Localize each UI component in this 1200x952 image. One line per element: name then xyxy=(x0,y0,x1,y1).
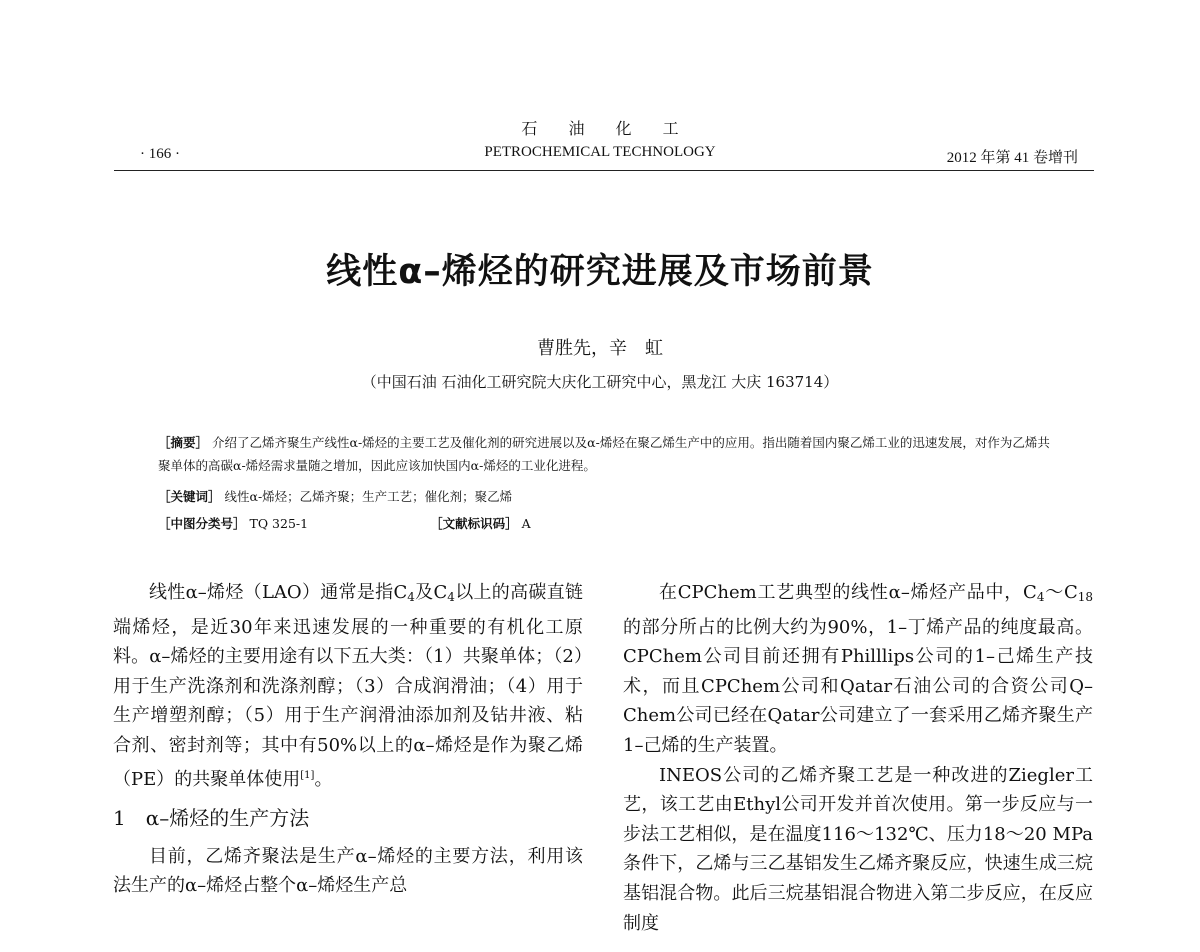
body-column-right xyxy=(623,578,1093,938)
citation: [1] xyxy=(300,769,315,781)
clc-value: TQ 325-1 xyxy=(249,516,309,531)
affiliation: （中国石油 石油化工研究院大庆化工研究中心，黑龙江 大庆 163714） xyxy=(361,373,839,391)
journal-name-chinese: 石 油 化 工 xyxy=(521,119,679,138)
page-number: · 166 · xyxy=(140,146,180,162)
doc-code-label: ［文献标识码］ xyxy=(430,516,518,531)
issue-info: 2012 年第 41 卷增刊 xyxy=(946,150,1078,166)
abstract xyxy=(158,431,1058,477)
paragraph: 目前，乙烯齐聚法是生产α–烯烃的主要方法，利用该法生产的α–烯烃占整个α–烯烃生产总 xyxy=(113,845,583,897)
paper-title: 线性α–烯烃的研究进展及市场前景 xyxy=(326,252,874,292)
keywords xyxy=(158,485,1058,508)
keywords-text: 线性α-烯烃；乙烯齐聚；生产工艺；催化剂；聚乙烯 xyxy=(224,489,513,504)
keywords-label: ［关键词］ xyxy=(158,489,221,504)
clc-label: ［中图分类号］ xyxy=(158,516,246,531)
abstract-label: ［摘要］ xyxy=(158,435,209,450)
journal-name-english: PETROCHEMICAL TECHNOLOGY xyxy=(484,144,716,160)
paragraph: 线性α–烯烃（LAO）通常是指$C_4$及$C_4$以上的高碳直链端烯烃，是近30年来迅速发展的一种重要的有机化工原料。α–烯烃的主要用途有以下五大类：（1）共聚单体；（2）用于生产洗涤剂和洗涤剂醇；（3）合成润滑油；（4）用于生产增塑剂醇；（5）用于生产润滑油添加剂及钻井液、粘合剂、密封剂等；其中有50%以上的α–烯烃是作为聚乙烯（PE）的共聚单体使用[1]。 xyxy=(113,582,583,790)
classification xyxy=(158,512,1058,535)
body-column-left xyxy=(113,578,583,901)
paragraph: 在CPChem工艺典型的线性α–烯烃产品中，$C_4\sim C_{18}$的部分所占的比例大约为90%，1–丁烯产品的纯度最高。CPChem公司目前还拥有Philllips公司的1–己烯生产技术，而且CPChem公司和Qatar石油公司的合资公司Q–Chem公司已经在Qatar公司建立了一套采用乙烯齐聚生产1–己烯的生产装置。 xyxy=(623,582,1093,756)
abstract-text: 介绍了乙烯齐聚生产线性α-烯烃的主要工艺及催化剂的研究进展以及α-烯烃在聚乙烯生产中的应用。指出随着国内聚乙烯工业的迅速发展，对作为乙烯共聚单体的高碳α-烯烃需求量随之增加，因此应该加快国内α-烯烃的工业化进程。 xyxy=(158,435,1050,473)
author-list: 曹胜先，辛 虹 xyxy=(537,338,663,359)
paragraph: INEOS公司的乙烯齐聚工艺是一种改进的Ziegler工艺，该工艺由Ethyl公司开发并首次使用。第一步反应与一步法工艺相似，是在温度116～132℃、压力18～20 MPa条件下，乙烯与三乙基铝发生乙烯齐聚反应，快速生成三烷基铝混合物。此后三烷基铝混合物进入第二步反应，在反应制度 xyxy=(623,764,1093,934)
section-heading: 1 α–烯烃的生产方法 xyxy=(113,806,310,831)
doc-code-value: A xyxy=(521,516,531,531)
header-rule xyxy=(114,170,1094,171)
